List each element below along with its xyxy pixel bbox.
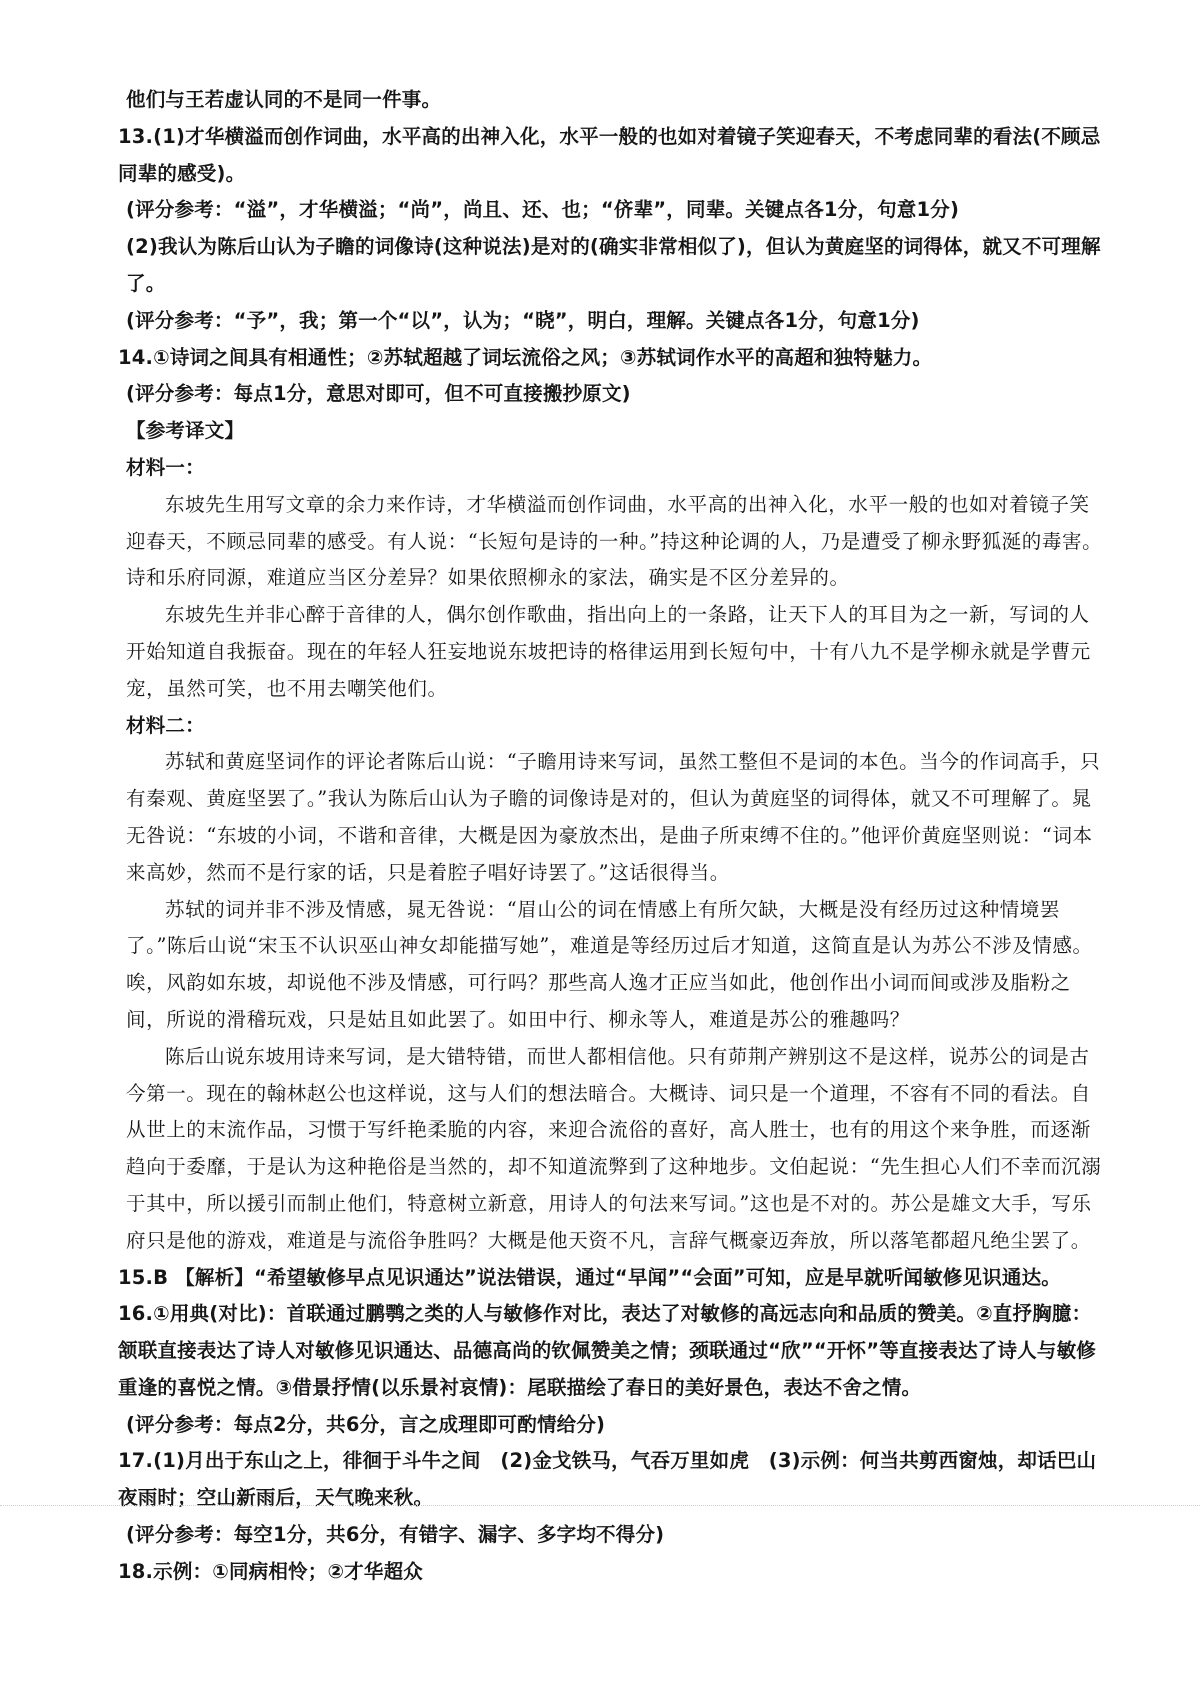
translation-paragraph-4: 苏轼的词并非不涉及情感，晁无咎说：“眉山公的词在情感上有所欠缺，大概是没有经历过这种情境罢了。”陈后山说“宋玉不认识巫山神女却能描写她”，难道是等经历过后才知道，这简直是认为苏公不涉及情感。唉，风韵如东坡，却说他不涉及情感，可行吗？那些高人逸才正应当如此，他创作出小词而间或涉及脂粉之间，所说的滑稽玩戏，只是姑且如此罢了。如田中行、柳永等人，难道是苏公的雅趣吗？	[126, 897, 1093, 1031]
scoring-note-16: (评分参考：每点2分，共6分，言之成理即可酌情给分)	[126, 1412, 606, 1436]
continuation-line: 他们与王若虚认同的不是同一件事。	[126, 88, 442, 111]
scoring-note-13-2: (评分参考：“予”，我；第一个“以”，认为；“晓”，明白，理解。关键点各1分，句意1分)	[126, 308, 920, 332]
answer-15: 15.B 【解析】“希望敏修早点见识通达”说法错误，通过“早闻”“会面”可知，应是早就听闻敏修见识通达。	[118, 1265, 1061, 1289]
scoring-note-17: (评分参考：每空1分，共6分，有错字、漏字、多字均不得分)	[126, 1523, 665, 1547]
material-one-heading: 材料一：	[126, 455, 205, 479]
translation-heading: 【参考译文】	[126, 419, 245, 443]
translation-paragraph-5: 陈后山说东坡用诗来写词，是大错特错，而世人都相信他。只有茆荆产辨别这不是这样，说苏公的词是古今第一。现在的翰林赵公也这样说，这与人们的想法暗合。大概诗、词只是一个道理，不容有不同的看法。自从世上的末流作品，习惯于写纤艳柔脆的内容，来迎合流俗的喜好，高人胜士，也有的用这个来争胜，而逐渐趋向于委靡，于是认为这种艳俗是当然的，却不知道流弊到了这种地步。文伯起说：“先生担心人们不幸而沉溺于其中，所以援引而制止他们，特意树立新意，用诗人的句法来写词。”这也是不对的。苏公是雄文大手，写乐府只是他的游戏，难道是与流俗争胜吗？大概是他天资不凡，言辞气概豪迈奔放，所以落笔都超凡绝尘罢了。	[126, 1044, 1102, 1252]
answer-16: 16.①用典(对比)：首联通过鹏鹗之类的人与敏修作对比，表达了对敏修的高远志向和品质的赞美。②直抒胸臆：颔联直接表达了诗人对敏修见识通达、品德高尚的钦佩赞美之情；颈联通过“欣”“开怀”等直接表达了诗人与敏修重逢的喜悦之情。③借景抒情(以乐景衬哀情)：尾联描绘了春日的美好景色，表达不舍之情。	[118, 1302, 1096, 1399]
answer-13-part-1: 13.(1)才华横溢而创作词曲，水平高的出神入化，水平一般的也如对着镜子笑迎春天，不考虑同辈的看法(不顾忌同辈的感受)。	[118, 124, 1101, 185]
translation-paragraph-2: 东坡先生并非心醉于音律的人，偶尔创作歌曲，指出向上的一条路，让天下人的耳目为之一新，写词的人开始知道自我振奋。现在的年轻人狂妄地说东坡把诗的格律运用到长短句中，十有八九不是学柳永就是学曹元宠，虽然可笑，也不用去嘲笑他们。	[126, 603, 1091, 700]
answer-13-part-2: (2)我认为陈后山认为子瞻的词像诗(这种说法)是对的(确实非常相似了)，但认为黄庭坚的词得体，就又不可理解了。	[126, 235, 1101, 295]
page-fold-divider	[0, 1505, 1200, 1506]
answer-17: 17.(1)月出于东山之上，徘徊于斗牛之间 (2)金戈铁马，气吞万里如虎 (3)示例：何当共剪西窗烛，却话巴山夜雨时；空山新雨后，天气晚来秋。	[118, 1449, 1097, 1510]
translation-paragraph-1: 东坡先生用写文章的余力来作诗，才华横溢而创作词曲，水平高的出神入化，水平一般的也如对着镜子笑迎春天，不顾忌同辈的感受。有人说：“长短句是诗的一种。”持这种论调的人，乃是遭受了柳永野狐涎的毒害。诗和乐府同源，难道应当区分差异？如果依照柳永的家法，确实是不区分差异的。	[126, 492, 1103, 590]
translation-paragraph-3: 苏轼和黄庭坚词作的评论者陈后山说：“子瞻用诗来写词，虽然工整但不是词的本色。当今的作词高手，只有秦观、黄庭坚罢了。”我认为陈后山认为子瞻的词像诗是对的，但认为黄庭坚的词得体，就又不可理解了。晁无咎说：“东坡的小词，不谐和音律，大概是因为豪放杰出，是曲子所束缚不住的。”他评价黄庭坚则说：“词本来高妙，然而不是行家的话，只是着腔子唱好诗罢了。”这话很得当。	[126, 750, 1101, 884]
scoring-note-14: (评分参考：每点1分，意思对即可，但不可直接搬抄原文)	[126, 382, 631, 406]
answer-content	[118, 82, 1103, 1591]
material-two-heading: 材料二：	[126, 713, 205, 737]
answer-18: 18.示例：①同病相怜；②才华超众	[118, 1559, 423, 1583]
scoring-note-13-1: (评分参考：“溢”，才华横溢；“尚”，尚且、还、也；“侪辈”，同辈。关键点各1分，句意1分)	[126, 198, 960, 222]
answer-14: 14.①诗词之间具有相通性；②苏轼超越了词坛流俗之风；③苏轼词作水平的高超和独特魅力。	[118, 345, 933, 369]
